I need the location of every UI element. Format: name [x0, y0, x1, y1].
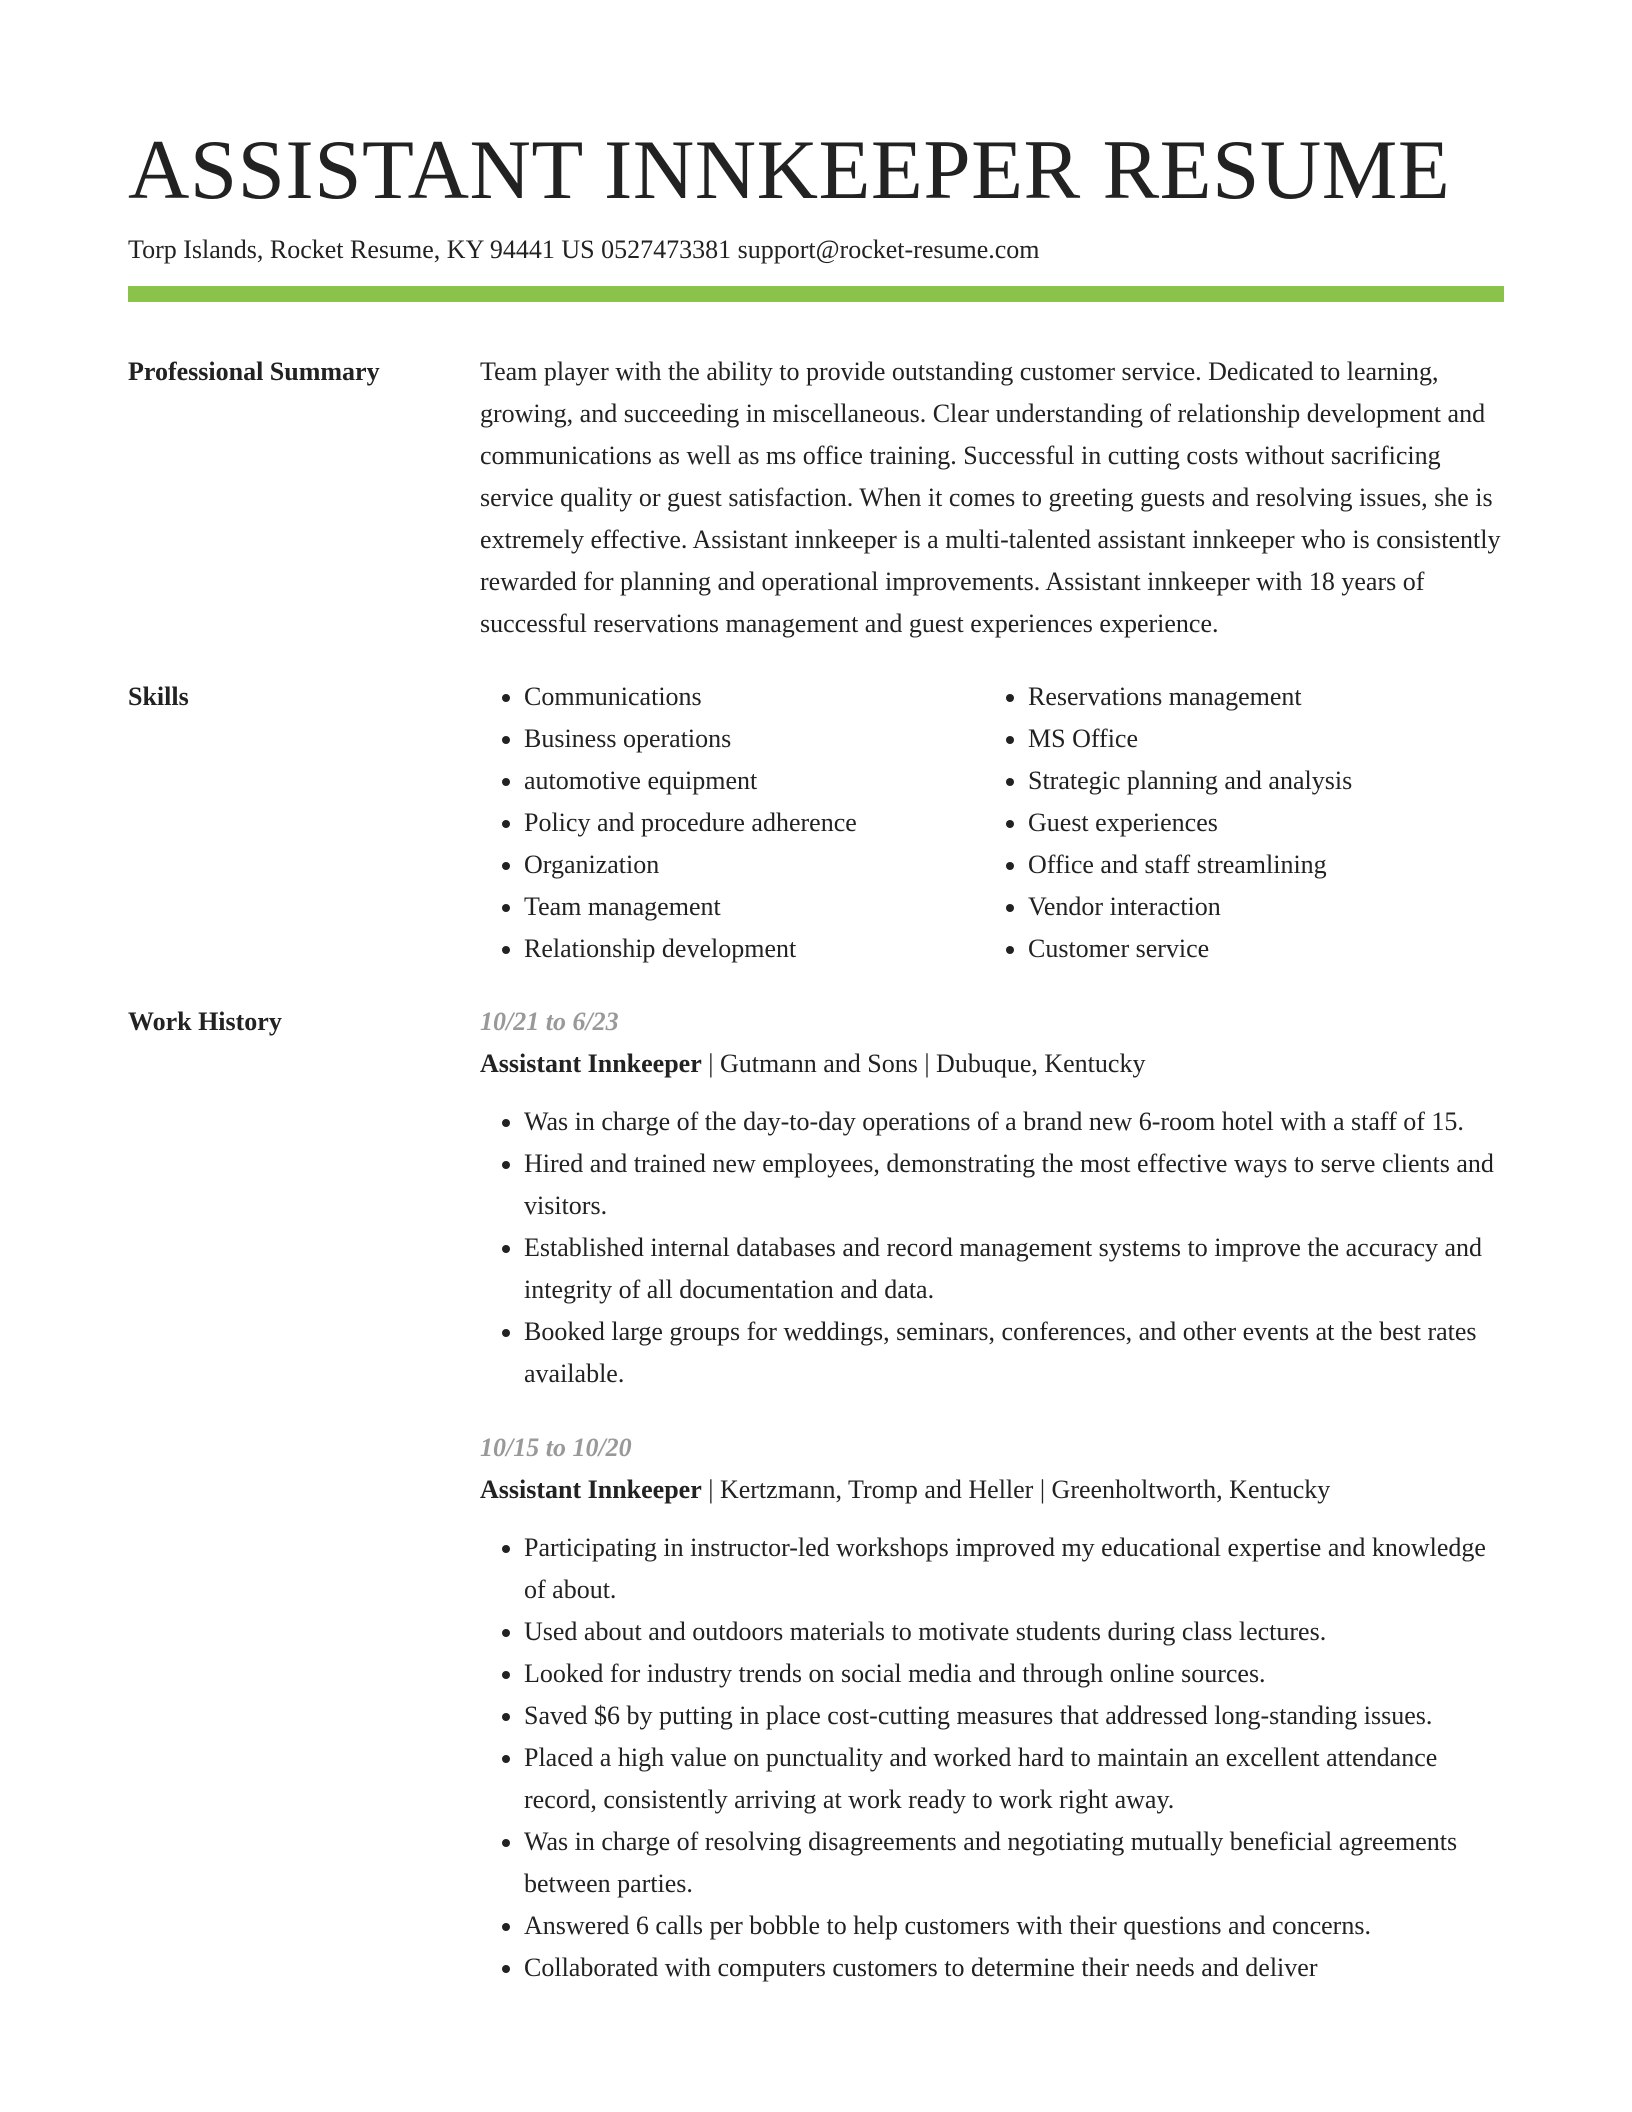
job-entry: [480, 1001, 1504, 1395]
skill-item: • Reservations management: [1028, 676, 1588, 718]
section-label-summary: Professional Summary: [128, 357, 380, 386]
job-dates: 10/15 to 10/20: [480, 1433, 632, 1462]
skill-item: • Organization: [524, 844, 984, 886]
job-bullet: • Was in charge of resolving disagreements and negotiating mutually beneficial agreements between parties.: [524, 1821, 1504, 1905]
skill-item: • Business operations: [524, 718, 984, 760]
resume-title: ASSISTANT INNKEEPER RESUME: [128, 123, 1451, 217]
job-heading: [480, 1043, 1504, 1085]
job-title: Assistant Innkeeper: [480, 1049, 702, 1078]
section-label-work: Work History: [128, 1007, 282, 1036]
job-heading: [480, 1469, 1504, 1511]
job-bullet: • Looked for industry trends on social media and through online sources.: [524, 1653, 1504, 1695]
skills-grid: [480, 676, 1588, 970]
job-bullet: • Collaborated with computers customers to determine their needs and deliver: [524, 1947, 1504, 1989]
skill-item: • Guest experiences: [1028, 802, 1588, 844]
job-bullets: [480, 1527, 1504, 1989]
skills-list-right: [984, 676, 1588, 970]
work-history-body: [480, 1001, 1504, 1989]
skill-item: • Relationship development: [524, 928, 984, 970]
skill-item: • Policy and procedure adherence: [524, 802, 984, 844]
skill-item: • Vendor interaction: [1028, 886, 1588, 928]
job-title: Assistant Innkeeper: [480, 1475, 702, 1504]
job-bullet: • Placed a high value on punctuality and worked hard to maintain an excellent attendance record, consistently arriving at work ready to work right away.: [524, 1737, 1504, 1821]
skill-item: • Strategic planning and analysis: [1028, 760, 1588, 802]
skills-list-left: [480, 676, 984, 970]
skill-item: • MS Office: [1028, 718, 1588, 760]
skill-item: • Office and staff streamlining: [1028, 844, 1588, 886]
section-label-skills: Skills: [128, 682, 189, 711]
skill-item: • automotive equipment: [524, 760, 984, 802]
skills-section: [128, 676, 1504, 970]
work-history-section: [128, 1001, 1504, 1989]
resume-page: [128, 118, 1504, 1989]
job-bullet: • Saved $6 by putting in place cost-cutting measures that addressed long-standing issues.: [524, 1695, 1504, 1737]
job-bullet: • Answered 6 calls per bobble to help customers with their questions and concerns.: [524, 1905, 1504, 1947]
job-bullet: • Used about and outdoors materials to motivate students during class lectures.: [524, 1611, 1504, 1653]
job-bullet: • Booked large groups for weddings, seminars, conferences, and other events at the best rates available.: [524, 1311, 1504, 1395]
skill-item: • Customer service: [1028, 928, 1588, 970]
header-divider: [128, 286, 1504, 302]
job-details: | Kertzmann, Tromp and Heller | Greenholtworth, Kentucky: [701, 1475, 1331, 1504]
job-bullet: • Was in charge of the day-to-day operations of a brand new 6-room hotel with a staff of 15.: [524, 1101, 1504, 1143]
job-bullet: • Hired and trained new employees, demonstrating the most effective ways to serve clients and visitors.: [524, 1143, 1504, 1227]
job-entry: [480, 1427, 1504, 1989]
contact-line: Torp Islands, Rocket Resume, KY 94441 US 0527473381 support@rocket-resume.com: [128, 235, 1040, 264]
skill-item: • Team management: [524, 886, 984, 928]
job-bullet: • Established internal databases and record management systems to improve the accuracy and integrity of all documentation and data.: [524, 1227, 1504, 1311]
job-bullets: [480, 1101, 1504, 1395]
summary-text: Team player with the ability to provide outstanding customer service. Dedicated to learning, growing, and succeeding in miscellaneous. Clear understanding of relationship development and communications as well as ms office training. Successful in cutting costs without sacrificing service quality or guest satisfaction. When it comes to greeting guests and resolving issues, she is extremely effective. Assistant innkeeper is a multi-talented assistant innkeeper who is consistently rewarded for planning and operational improvements. Assistant innkeeper with 18 years of successful reservations management and guest experiences experience.: [480, 357, 1501, 638]
professional-summary-section: [128, 351, 1504, 645]
job-bullet: • Participating in instructor-led workshops improved my educational expertise and knowledge of about.: [524, 1527, 1504, 1611]
job-dates: 10/21 to 6/23: [480, 1007, 619, 1036]
job-details: | Gutmann and Sons | Dubuque, Kentucky: [701, 1049, 1146, 1078]
skill-item: • Communications: [524, 676, 984, 718]
